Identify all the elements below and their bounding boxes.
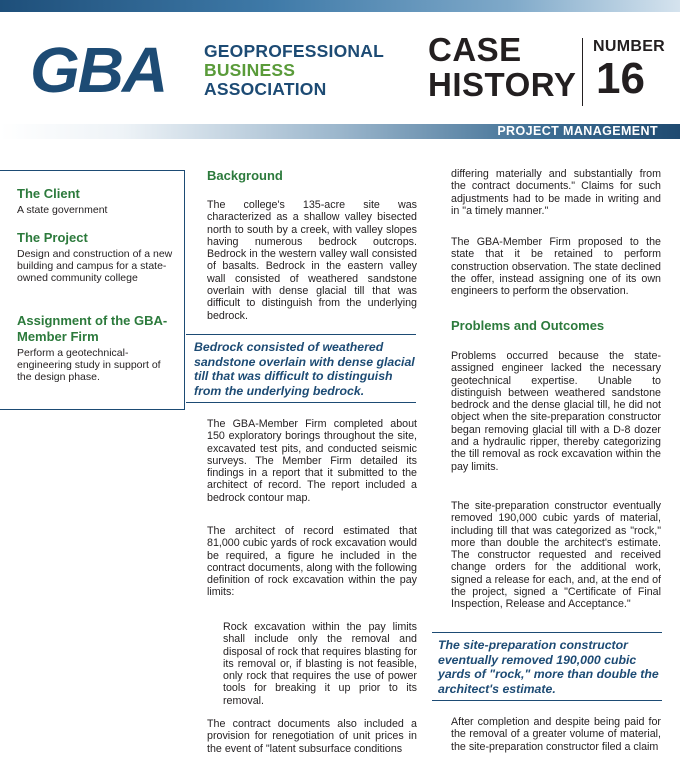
gba-logo bbox=[30, 40, 198, 98]
project-text: Design and construction of a new building and campus for a state-owned community college bbox=[17, 248, 173, 284]
background-heading: Background bbox=[207, 168, 283, 183]
pull-quote-rule bbox=[432, 700, 662, 701]
case-line-1: CASE bbox=[428, 31, 522, 68]
right-paragraph-2 bbox=[451, 236, 661, 297]
paragraph-text: differing materially and substantially from the contract documents." Claims for such adjustments had to be made in writing and in "a timely manner." bbox=[451, 168, 661, 217]
logo-text: GBA bbox=[30, 40, 167, 98]
top-gradient-rule bbox=[0, 0, 680, 12]
paragraph-text: The contract documents also included a provision for renegotiation of unit prices in the event of "latent subsurface conditions bbox=[207, 718, 417, 755]
problems-paragraph-2 bbox=[451, 500, 661, 611]
background-paragraph-1 bbox=[207, 199, 417, 322]
paragraph-text: The college's 135-acre site was characterized as a shallow valley bisected north to south by a creek, with valley slopes having numerous bedrock outcrops. Bedrock in the western valley wall consisted of basalts. Bedrock in the eastern valley wall consisted of weathered sandstone overlain with dense glacial till that was difficult to distinguish from the underlying bedrock. bbox=[207, 199, 417, 322]
client-heading: The Client bbox=[17, 186, 80, 201]
quote-text: Rock excavation within the pay limits shall include only the removal and disposal of rock that requires blasting for its removal or, if blasting is not feasible, only rock that requires the use of power tools for breaking it up prior to its removal. bbox=[223, 621, 417, 707]
paragraph-text: The architect of record estimated that 81,000 cubic yards of rock excavation would be required, a figure he included in the contract documents, along with the following definition of rock excavation within the pay limits: bbox=[207, 525, 417, 599]
paragraph-text: After completion and despite being paid for the removal of a greater volume of material, the site-preparation constructor filed a claim bbox=[451, 716, 661, 753]
problems-heading: Problems and Outcomes bbox=[451, 318, 605, 333]
pull-quote-rule bbox=[186, 334, 416, 335]
case-history-title bbox=[428, 32, 576, 102]
background-paragraph-3 bbox=[207, 525, 417, 599]
association-name bbox=[204, 42, 384, 99]
assoc-line-1: GEOPROFESSIONAL bbox=[204, 41, 384, 61]
paragraph-text: Problems occurred because the state-assigned engineer lacked the necessary geotechnical expertise. Unable to distinguish between weathered sandstone bedrock and the dense glacial till, he did not object when the site-preparation constructor began removing glacial till with a D-8 dozer and a hydraulic ripper, thereby categorizing the till removal as rock excavation within the pay limits. bbox=[451, 350, 661, 473]
background-paragraph-4 bbox=[207, 718, 417, 755]
problems-paragraph-3 bbox=[451, 716, 661, 753]
paragraph-text: The site-preparation constructor eventually removed 190,000 cubic yards of material, including till that was categorized as "rock," more than double the architect's estimate. The constructor requested and received change orders for the additional work, signed a release for each, and, at the end of the project, signed a "Certificate of Final Inspection, Release and Acceptance." bbox=[451, 500, 661, 611]
case-line-2: HISTORY bbox=[428, 66, 577, 103]
problems-paragraph-1 bbox=[451, 350, 661, 473]
pull-quote-rule bbox=[432, 632, 662, 633]
client-text: A state government bbox=[17, 204, 108, 216]
header-divider bbox=[582, 38, 583, 106]
assoc-line-2: BUSINESS bbox=[204, 60, 296, 80]
background-paragraph-2 bbox=[207, 418, 417, 504]
right-paragraph-1 bbox=[451, 168, 661, 217]
assoc-line-3: ASSOCIATION bbox=[204, 79, 327, 99]
project-heading: The Project bbox=[17, 230, 88, 245]
category-label: PROJECT MANAGEMENT bbox=[497, 124, 658, 138]
number-value: 16 bbox=[596, 54, 645, 103]
paragraph-text: The GBA-Member Firm completed about 150 exploratory borings throughout the site, excavated test pits, and conducted seismic surveys. The Member Firm detailed its findings in a report that it submitted to the architect of record. The report included a bedrock contour map. bbox=[207, 418, 417, 504]
number-label: NUMBER bbox=[593, 38, 666, 55]
pull-quote-2: The site-preparation constructor eventually removed 190,000 cubic yards of "rock," more than double the architect's estimate. bbox=[438, 638, 659, 696]
pull-quote-1: Bedrock consisted of weathered sandstone overlain with dense glacial till that was difficult to distinguish from the underlying bedrock. bbox=[194, 340, 415, 398]
paragraph-text: The GBA-Member Firm proposed to the state that it be retained to perform construction observation. The state declined the offer, instead assigning one of its own engineers to perform the observation. bbox=[451, 236, 661, 298]
rock-definition-quote bbox=[223, 621, 417, 707]
assignment-heading: Assignment of the GBA-Member Firm bbox=[17, 313, 168, 344]
pull-quote-rule bbox=[186, 402, 416, 403]
assignment-text: Perform a geotechnical-engineering study in support of the design phase. bbox=[17, 347, 161, 383]
category-banner bbox=[0, 124, 680, 139]
